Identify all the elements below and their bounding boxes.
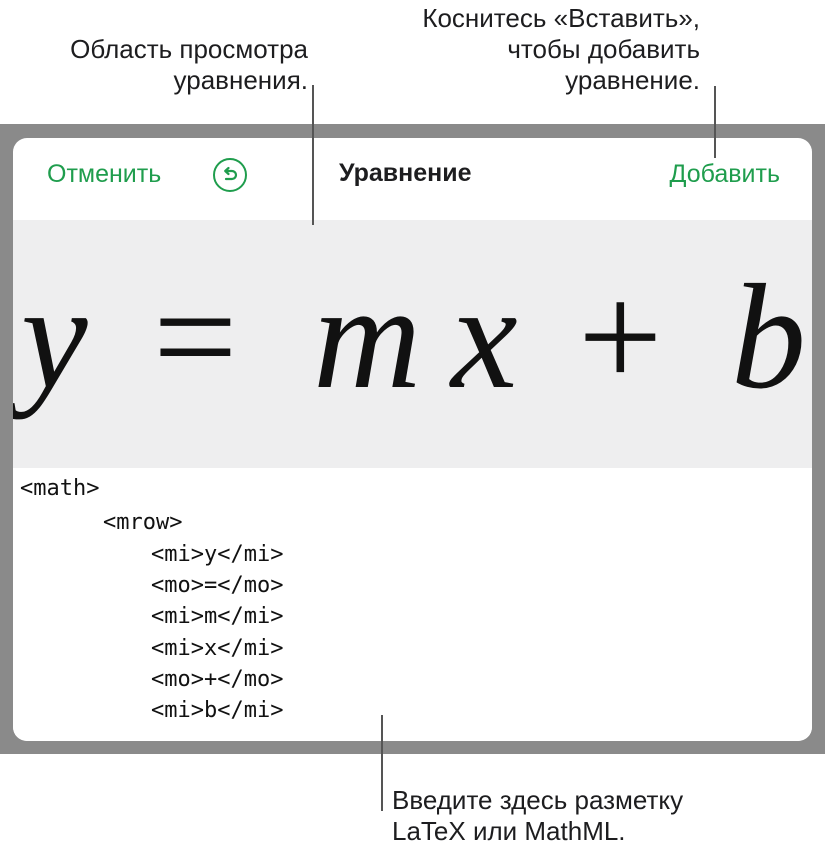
undo-icon[interactable] [213, 158, 247, 192]
equation-symbol: + [578, 254, 663, 420]
code-line: <mi>y</mi> [151, 542, 284, 567]
equation-symbol: x [451, 254, 518, 420]
equation-symbol: = [153, 254, 238, 420]
equation-symbol: y [21, 254, 88, 420]
callout-insert: Коснитесь «Вставить», чтобы добавить уравнение. [422, 3, 700, 95]
equation-sheet [13, 138, 812, 741]
code-line: <mrow> [103, 510, 183, 535]
sheet-title: Уравнение [339, 159, 472, 187]
callout-preview: Область просмотра уравнения. [70, 34, 308, 95]
insert-button[interactable]: Добавить [669, 160, 780, 188]
code-line: <mo>+</mo> [151, 667, 284, 692]
code-line: <mi>x</mi> [151, 636, 284, 661]
code-line: <mi>m</mi> [151, 604, 284, 629]
code-line: <mo>=</mo> [151, 573, 284, 598]
leader-line-preview [312, 85, 314, 225]
equation-symbol: b [731, 254, 806, 420]
code-line: <mi>b</mi> [151, 698, 284, 723]
leader-line-insert [714, 86, 716, 158]
equation-preview [13, 220, 812, 468]
cancel-button[interactable]: Отменить [47, 160, 162, 188]
markup-input[interactable] [13, 468, 812, 741]
leader-line-input [381, 715, 383, 811]
callout-input: Введите здесь разметку LaTeX или MathML. [392, 785, 684, 846]
equation-symbol: m [313, 254, 422, 420]
code-line: <math> [20, 476, 100, 501]
navbar [13, 138, 812, 220]
